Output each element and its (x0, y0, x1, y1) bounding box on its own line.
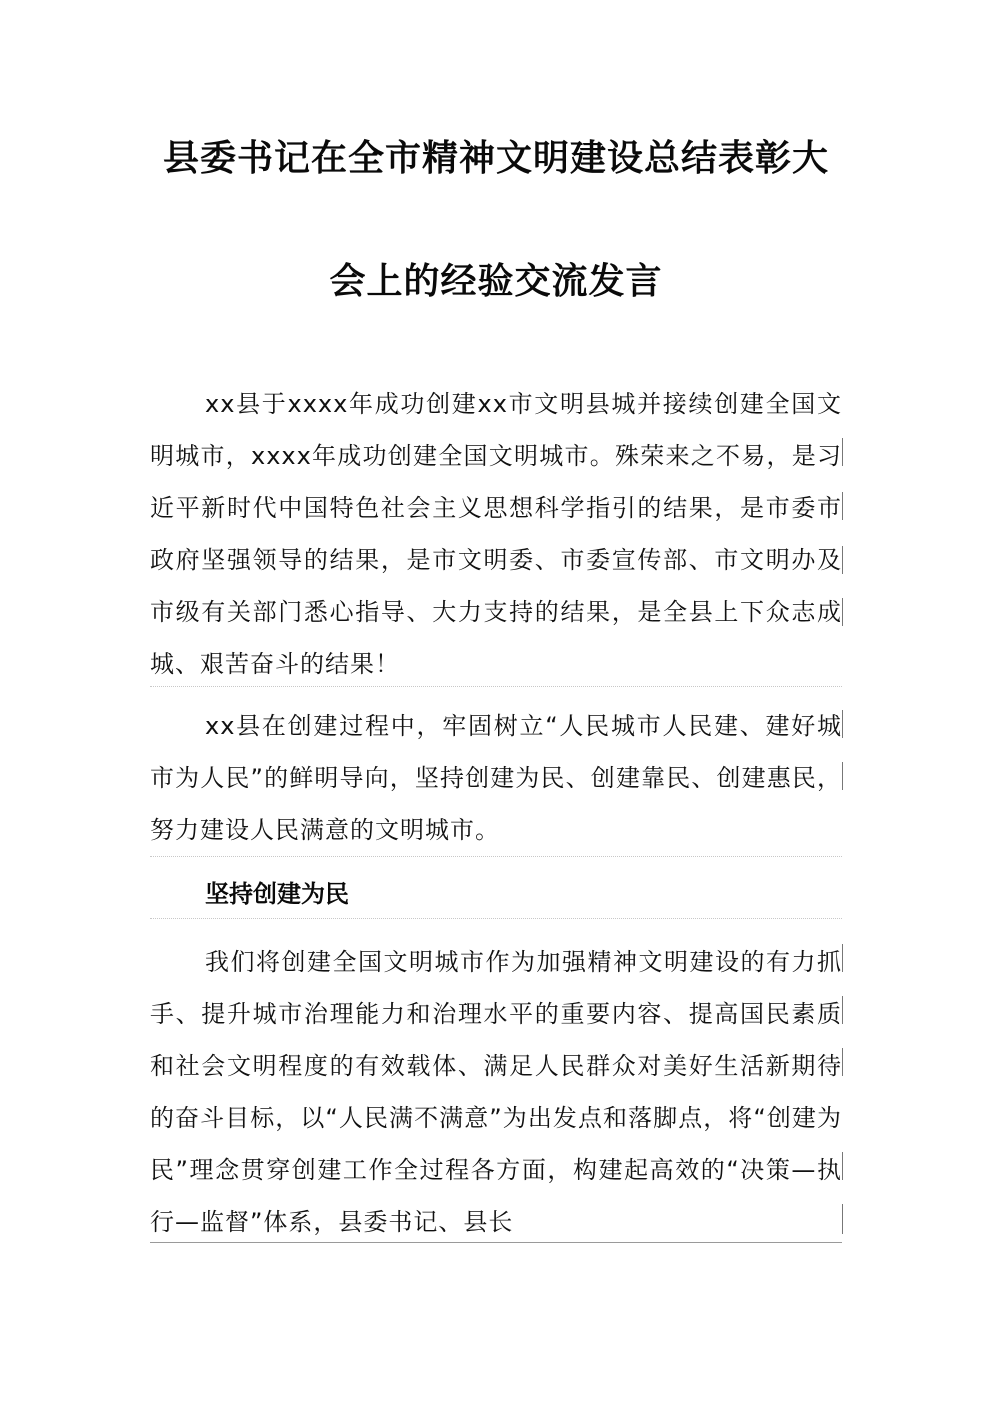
text-boundary-mark (842, 1152, 843, 1180)
text-boundary-mark (842, 492, 843, 520)
body-paragraph-1: xx县于xxxx年成功创建xx市文明县城并接续创建全国文明城市，xxxx年成功创建全国文明城市。殊荣来之不易，是习近平新时代中国特色社会主义思想科学指引的结果，是市委市政府坚强领导的结果，是市文明委、市委宣传部、市文明办及市级有关部门悉心指导、大力支持的结果，是全县上下众志成城、艰苦奋斗的结果！ (150, 390, 842, 678)
body-paragraph-2: xx县在创建过程中，牢固树立“人民城市人民建、建好城市为人民”的鲜明导向，坚持创建为民、创建靠民、创建惠民，努力建设人民满意的文明城市。 (150, 712, 842, 844)
document-title-line-1: 县委书记在全市精神文明建设总结表彰大 (162, 138, 829, 179)
text-boundary-mark (842, 438, 843, 466)
section-heading: 坚持创建为民 (205, 880, 349, 908)
text-boundary-mark (842, 710, 843, 738)
text-boundary-mark (842, 1204, 843, 1234)
page-bottom-rule (150, 1242, 842, 1243)
paragraph-separator (150, 686, 842, 687)
document-title-line-2: 会上的经验交流发言 (329, 261, 663, 302)
text-boundary-mark (842, 546, 843, 574)
paragraph-separator (150, 856, 842, 857)
text-boundary-mark (842, 1048, 843, 1076)
text-boundary-mark (842, 944, 843, 972)
text-boundary-mark (842, 996, 843, 1024)
paragraph-separator (150, 918, 842, 919)
body-paragraph-3: 我们将创建全国文明城市作为加强精神文明建设的有力抓手、提升城市治理能力和治理水平的重要内容、提高国民素质和社会文明程度的有效载体、满足人民群众对美好生活新期待的奋斗目标，以“人民满不满意”为出发点和落脚点，将“创建为民”理念贯穿创建工作全过程各方面，构建起高效的“决策—执行—监督”体系，县委书记、县长 (150, 948, 842, 1236)
text-boundary-mark (842, 762, 843, 790)
text-boundary-mark (842, 598, 843, 626)
